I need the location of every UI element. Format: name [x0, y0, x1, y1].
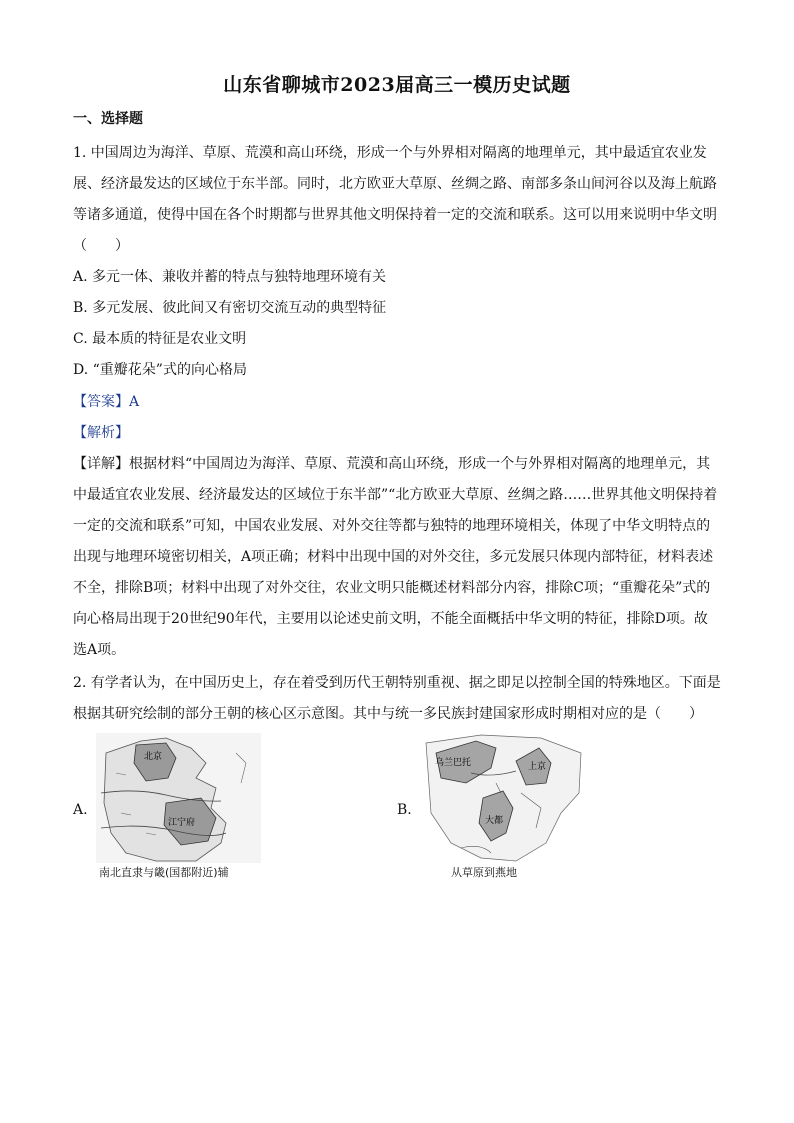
q1-detail-line: 选A项。 [73, 642, 126, 658]
q2-option-a-label: A. [73, 802, 88, 818]
map-b-label-dadu: 大都 [485, 816, 504, 826]
q1-detail-line: 【详解】根据材料“中国周边为海洋、草原、荒漠和高山环绕，形成一个与外界相对隔离的地理单元，其 [73, 456, 711, 472]
q1-detail-line: 不全，排除B项；材料中出现了对外交往，农业文明只能概述材料部分内容，排除C项；“重瓣花朵”式的 [73, 580, 711, 596]
map-b-label-shangjing: 上京 [528, 762, 547, 772]
q1-blank: （ ） [73, 238, 129, 254]
q2-text-line: 2. 有学者认为，在中国历史上，存在着受到历代王朝特别重视、据之即足以控制全国的特殊地区。下面是 [73, 675, 721, 691]
map-option-a [96, 733, 261, 863]
q1-option-d: D. “重瓣花朵”式的向心格局 [73, 362, 247, 378]
q1-option-a: A. 多元一体、兼收并蓄的特点与独特地理环境有关 [73, 269, 387, 285]
q1-text-line: 1. 中国周边为海洋、草原、荒漠和高山环绕，形成一个与外界相对隔离的地理单元，其中最适宜农业发 [73, 145, 707, 161]
q1-detail-line: 中最适宜农业发展、经济最发达的区域位于东半部”“北方欧亚大草原、丝绸之路……世界其他文明保持着 [73, 487, 718, 503]
q1-option-b: B. 多元发展、彼此间又有密切交流互动的典型特征 [73, 300, 387, 316]
q1-detail-line: 向心格局出现于20世纪90年代，主要用以论述史前文明，不能全面概括中华文明的特征，排除D项。故 [73, 611, 708, 627]
map-a-label-beijing: 北京 [144, 752, 163, 762]
page-title: 山东省聊城市2023届高三一模历史试题 [223, 74, 571, 96]
map-b-caption: 从草原到燕地 [451, 866, 517, 879]
map-b-label-ulaanbaatar: 乌兰巴托 [435, 758, 472, 768]
q1-detail-line: 出现与地理环境密切相关，A项正确；材料中出现中国的对外交往，多元发展只体现内部特征，材料表述 [73, 549, 714, 565]
q2-option-b-label: B. [397, 802, 412, 818]
q2-text-line: 根据其研究绘制的部分王朝的核心区示意图。其中与统一多民族封建国家形成时期相对应的是（ ） [73, 706, 703, 722]
q1-analysis-label: 【解析】 [73, 425, 129, 441]
q1-option-c: C. 最本质的特征是农业文明 [73, 331, 247, 347]
section-heading: 一、选择题 [73, 111, 143, 127]
q1-answer: 【答案】A [73, 394, 140, 410]
map-a-label-jiangning: 江宁府 [168, 818, 196, 828]
q1-text-line: 展、经济最发达的区域位于东半部。同时，北方欧亚大草原、丝绸之路、南部多条山间河谷以及海上航路 [73, 176, 717, 192]
map-option-b [421, 733, 586, 863]
map-a-caption: 南北直隶与畿(国都附近)辅 [99, 866, 229, 879]
q1-text-line: 等诸多通道，使得中国在各个时期都与世界其他文明保持着一定的交流和联系。这可以用来说明中华文明 [73, 207, 717, 223]
q1-detail-line: 一定的交流和联系”可知，中国农业发展、对外交往等都与独特的地理环境相关，体现了中华文明特点的 [73, 518, 711, 534]
